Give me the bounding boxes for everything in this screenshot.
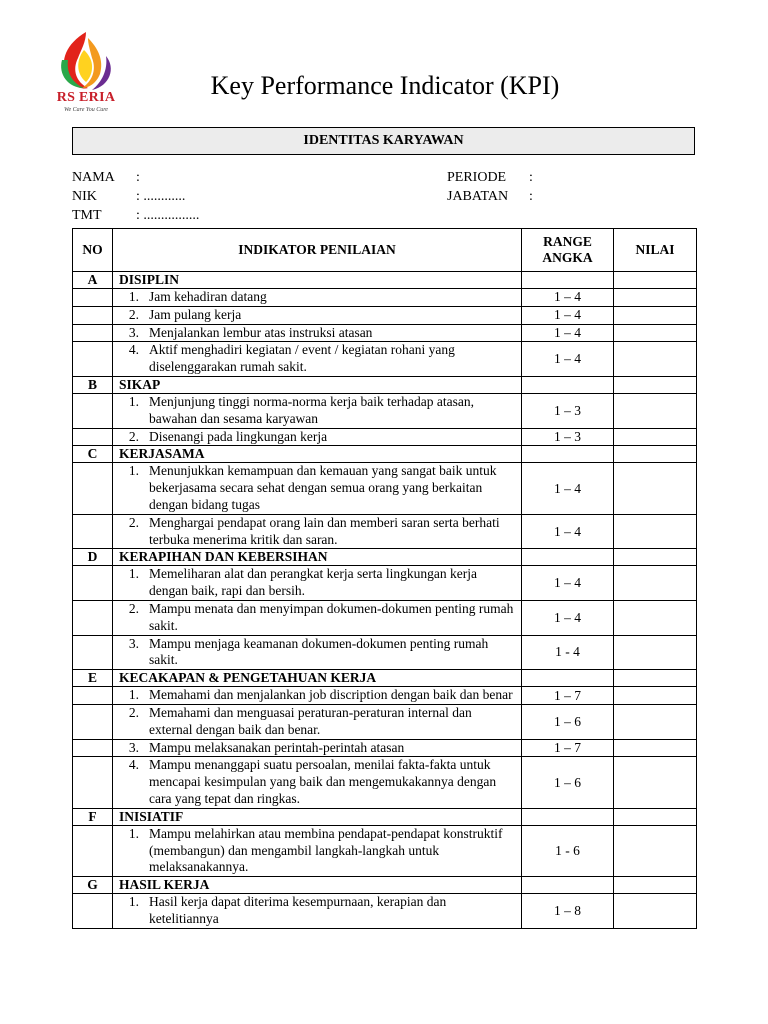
item-nilai xyxy=(614,600,697,635)
item-range: 1 - 4 xyxy=(522,635,614,670)
item-no-cell xyxy=(73,687,113,705)
item-description: Menjunjung tinggi norma-norma kerja baik terhadap atasan, bawahan dan sesama karyawan xyxy=(149,393,475,426)
section-title: KERJASAMA xyxy=(113,446,522,463)
item-no-cell xyxy=(73,289,113,307)
item-no-cell xyxy=(73,757,113,808)
item-text xyxy=(113,463,521,513)
field-periode-value: : xyxy=(529,170,533,185)
item-text xyxy=(113,740,521,757)
section-title: HASIL KERJA xyxy=(113,877,522,894)
table-row xyxy=(73,342,697,377)
item-number: 1. xyxy=(128,825,139,841)
item-no-cell xyxy=(73,306,113,324)
item-indicator-cell xyxy=(113,635,522,670)
section-range-cell xyxy=(522,670,614,687)
item-no-cell xyxy=(73,342,113,377)
field-tmt-value: : ................ xyxy=(136,208,200,223)
item-description: Jam kehadiran datang xyxy=(149,289,267,304)
section-range-cell xyxy=(522,272,614,289)
table-row xyxy=(73,289,697,307)
item-range: 1 – 4 xyxy=(522,342,614,377)
item-number: 4. xyxy=(128,757,139,773)
item-text xyxy=(113,636,521,670)
table-row xyxy=(73,635,697,670)
section-code: C xyxy=(73,446,113,463)
item-nilai xyxy=(614,635,697,670)
item-description: Mampu melaksanakan perintah-perintah atasan xyxy=(149,739,405,755)
item-text xyxy=(113,705,521,739)
header-indikator: INDIKATOR PENILAIAN xyxy=(113,229,522,272)
section-range-cell xyxy=(522,549,614,566)
item-number: 4. xyxy=(128,342,139,358)
item-text xyxy=(113,307,521,324)
item-range: 1 – 4 xyxy=(522,566,614,601)
header-range xyxy=(522,229,614,272)
table-row xyxy=(73,324,697,342)
section-row xyxy=(73,670,697,687)
item-nilai xyxy=(614,566,697,601)
item-number: 2. xyxy=(128,600,139,616)
item-nilai xyxy=(614,463,697,514)
field-nik-value: : ............ xyxy=(136,189,186,204)
item-no-cell xyxy=(73,463,113,514)
item-indicator-cell xyxy=(113,514,522,549)
section-nilai-cell xyxy=(614,549,697,566)
item-no-cell xyxy=(73,514,113,549)
section-row xyxy=(73,549,697,566)
field-jabatan xyxy=(447,188,533,206)
item-number: 1. xyxy=(128,289,139,304)
table-row xyxy=(73,463,697,514)
item-description: Memahami dan menjalankan job discription dengan baik dan benar xyxy=(149,687,513,703)
section-nilai-cell xyxy=(614,376,697,393)
table-row xyxy=(73,514,697,549)
section-range-cell xyxy=(522,808,614,825)
item-description: Mampu menata dan menyimpan dokumen-dokumen penting rumah sakit. xyxy=(149,600,514,633)
item-number: 3. xyxy=(128,635,139,651)
item-indicator-cell xyxy=(113,463,522,514)
item-number: 1. xyxy=(128,393,139,409)
item-indicator-cell xyxy=(113,704,522,739)
page-title: Key Performance Indicator (KPI) xyxy=(210,71,560,100)
item-no-cell xyxy=(73,894,113,929)
item-no-cell xyxy=(73,635,113,670)
section-nilai-cell xyxy=(614,670,697,687)
item-description: Disenangi pada lingkungan kerja xyxy=(149,428,328,444)
section-range-cell xyxy=(522,376,614,393)
item-no-cell xyxy=(73,825,113,876)
logo-flame-icon xyxy=(36,30,136,92)
item-number: 2. xyxy=(128,704,139,720)
item-description: Menunjukkan kemampuan dan kemauan yang sangat baik untuk bekerjasama secara sehat dengan semua orang yang berkaitan dengan bidang tugas xyxy=(149,463,497,512)
table-row xyxy=(73,306,697,324)
logo-tagline: We Care You Cure xyxy=(64,107,108,113)
item-range: 1 – 3 xyxy=(522,393,614,428)
item-description: Mampu melahirkan atau membina pendapat-pendapat konstruktif (membangun) dan mengambil langkah-langkah untuk melaksanakannya. xyxy=(149,825,503,875)
item-indicator-cell xyxy=(113,306,522,324)
item-description: Memeliharan alat dan perangkat kerja serta lingkungan kerja dengan baik, rapi dan bersih. xyxy=(149,566,477,599)
section-row xyxy=(73,808,697,825)
item-nilai xyxy=(614,428,697,446)
field-jabatan-value: : xyxy=(529,189,533,204)
item-nilai xyxy=(614,393,697,428)
section-code: E xyxy=(73,670,113,687)
section-nilai-cell xyxy=(614,272,697,289)
section-title: SIKAP xyxy=(113,376,522,393)
item-nilai xyxy=(614,894,697,929)
section-nilai-cell xyxy=(614,877,697,894)
item-number: 1. xyxy=(128,894,139,910)
item-indicator-cell xyxy=(113,342,522,377)
table-row xyxy=(73,393,697,428)
section-code: F xyxy=(73,808,113,825)
item-text xyxy=(113,601,521,635)
section-range-cell xyxy=(522,877,614,894)
item-description: Jam pulang kerja xyxy=(149,306,242,322)
kpi-table xyxy=(72,228,697,929)
item-range: 1 – 7 xyxy=(522,687,614,705)
item-number: 1. xyxy=(128,566,139,582)
field-jabatan-label: JABATAN xyxy=(447,189,509,204)
item-no-cell xyxy=(73,566,113,601)
item-no-cell xyxy=(73,324,113,342)
item-nilai xyxy=(614,687,697,705)
item-indicator-cell xyxy=(113,757,522,808)
item-description: Mampu menanggapi suatu persoalan, menilai fakta-fakta untuk mencapai kesimpulan yang baik dan mengemukakannya dengan cara yang tepat dan ringkas. xyxy=(149,757,497,806)
item-no-cell xyxy=(73,600,113,635)
item-no-cell xyxy=(73,739,113,757)
item-indicator-cell xyxy=(113,739,522,757)
item-nilai xyxy=(614,342,697,377)
item-indicator-cell xyxy=(113,825,522,876)
rs-eria-logo xyxy=(36,30,136,120)
item-no-cell xyxy=(73,428,113,446)
section-code: A xyxy=(73,272,113,289)
item-text xyxy=(113,429,521,446)
item-text xyxy=(113,687,521,704)
table-row xyxy=(73,704,697,739)
section-row xyxy=(73,446,697,463)
section-row xyxy=(73,376,697,393)
item-text xyxy=(113,826,521,876)
item-text xyxy=(113,342,521,376)
field-nik xyxy=(72,188,186,206)
item-description: Menjalankan lembur atas instruksi atasan xyxy=(149,324,373,340)
table-body xyxy=(73,272,697,929)
item-nilai xyxy=(614,289,697,307)
item-description: Hasil kerja dapat diterima kesempurnaan, kerapian dan ketelitiannya xyxy=(149,894,447,926)
item-text xyxy=(113,894,521,928)
section-code: B xyxy=(73,376,113,393)
item-range: 1 – 4 xyxy=(522,514,614,549)
item-number: 3. xyxy=(128,324,139,340)
header-range-label: RANGE ANGKA xyxy=(542,234,593,265)
header-no: NO xyxy=(73,229,113,272)
item-range: 1 – 4 xyxy=(522,463,614,514)
field-periode xyxy=(447,169,533,187)
section-code: G xyxy=(73,877,113,894)
item-indicator-cell xyxy=(113,566,522,601)
item-number: 1. xyxy=(128,687,139,703)
item-indicator-cell xyxy=(113,894,522,929)
item-description: Memahami dan menguasai peraturan-peraturan internal dan external dengan baik dan benar. xyxy=(149,704,472,737)
item-range: 1 – 6 xyxy=(522,704,614,739)
item-nilai xyxy=(614,825,697,876)
item-no-cell xyxy=(73,704,113,739)
table-row xyxy=(73,739,697,757)
item-indicator-cell xyxy=(113,289,522,307)
item-text xyxy=(113,325,521,342)
item-range: 1 - 6 xyxy=(522,825,614,876)
section-nilai-cell xyxy=(614,808,697,825)
table-row xyxy=(73,894,697,929)
item-range: 1 – 4 xyxy=(522,324,614,342)
header-nilai: NILAI xyxy=(614,229,697,272)
item-text xyxy=(113,757,521,807)
item-range: 1 – 3 xyxy=(522,428,614,446)
section-title: KECAKAPAN & PENGETAHUAN KERJA xyxy=(113,670,522,687)
field-periode-label: PERIODE xyxy=(447,170,507,185)
table-header-row xyxy=(73,229,697,272)
item-text xyxy=(113,566,521,600)
identity-header: IDENTITAS KARYAWAN xyxy=(72,127,695,155)
item-description: Aktif menghadiri kegiatan / event / kegiatan rohani yang diselenggarakan rumah sakit. xyxy=(149,342,455,375)
item-description: Mampu menjaga keamanan dokumen-dokumen penting rumah sakit. xyxy=(149,635,489,668)
table-row xyxy=(73,428,697,446)
item-number: 1. xyxy=(128,463,139,479)
item-nilai xyxy=(614,757,697,808)
field-nama xyxy=(72,169,140,187)
item-number: 2. xyxy=(128,514,139,530)
item-number: 2. xyxy=(128,428,139,444)
field-tmt-label: TMT xyxy=(72,208,102,223)
item-nilai xyxy=(614,739,697,757)
field-tmt xyxy=(72,207,200,225)
table-row xyxy=(73,757,697,808)
item-indicator-cell xyxy=(113,393,522,428)
field-nik-label: NIK xyxy=(72,189,97,204)
table-row xyxy=(73,566,697,601)
section-title: DISIPLIN xyxy=(113,272,522,289)
item-range: 1 – 7 xyxy=(522,739,614,757)
item-range: 1 – 4 xyxy=(522,306,614,324)
table-row xyxy=(73,687,697,705)
section-code: D xyxy=(73,549,113,566)
item-range: 1 – 4 xyxy=(522,600,614,635)
item-nilai xyxy=(614,704,697,739)
field-nama-value: : xyxy=(136,170,140,185)
item-indicator-cell xyxy=(113,600,522,635)
section-row xyxy=(73,877,697,894)
section-range-cell xyxy=(522,446,614,463)
item-text xyxy=(113,515,521,549)
item-nilai xyxy=(614,324,697,342)
item-number: 3. xyxy=(128,739,139,755)
item-text xyxy=(113,289,521,306)
item-number: 2. xyxy=(128,306,139,322)
table-row xyxy=(73,825,697,876)
item-range: 1 – 8 xyxy=(522,894,614,929)
item-no-cell xyxy=(73,393,113,428)
section-title: KERAPIHAN DAN KEBERSIHAN xyxy=(113,549,522,566)
item-range: 1 – 6 xyxy=(522,757,614,808)
logo-name: RS ERIA xyxy=(56,90,116,105)
item-indicator-cell xyxy=(113,324,522,342)
section-title: INISIATIF xyxy=(113,808,522,825)
item-indicator-cell xyxy=(113,428,522,446)
item-description: Menghargai pendapat orang lain dan memberi saran serta berhati terbuka menerima kritik dan saran. xyxy=(149,514,500,547)
item-nilai xyxy=(614,306,697,324)
table-row xyxy=(73,600,697,635)
item-indicator-cell xyxy=(113,687,522,705)
section-row xyxy=(73,272,697,289)
item-nilai xyxy=(614,514,697,549)
section-nilai-cell xyxy=(614,446,697,463)
item-range: 1 – 4 xyxy=(522,289,614,307)
item-text xyxy=(113,394,521,428)
field-nama-label: NAMA xyxy=(72,170,115,185)
